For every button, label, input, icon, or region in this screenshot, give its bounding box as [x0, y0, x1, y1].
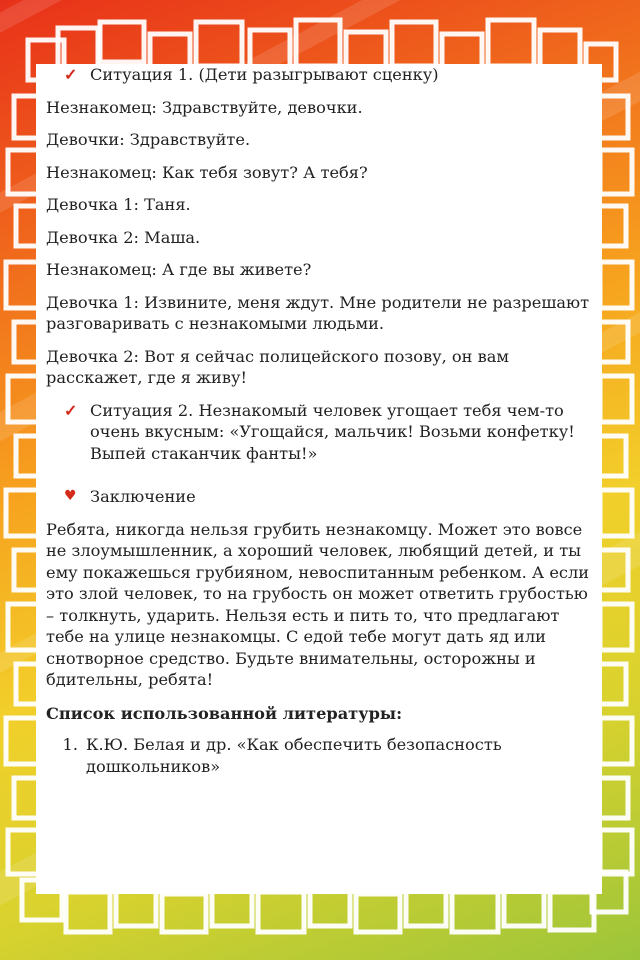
references-heading: Список использованной литературы:: [46, 703, 403, 723]
dialogue-line: Девочка 2: Вот я сейчас полицейского позову, он вам расскажет, где я живу!: [46, 346, 509, 387]
dialogue-line: Девочки: Здравствуйте.: [46, 130, 251, 149]
conclusion-text: Ребята, никогда нельзя грубить незнакомцу. Может это вовсе не злоумышленник, а хороший человек, любящий детей, и ты ему покажешься грубияном, невоспитанным ребенком. А если это злой человек, то на грубость он может ответить грубостью – толкнуть, ударить. Нельзя есть и пить то, что предлагают тебе на улице незнакомцы. С едой тебе могут дать яд или снотворное средство. Будьте внимательны, осторожны и бдительны, ребята!: [46, 519, 590, 689]
reference-item: [46, 734, 594, 777]
check-icon: ✓: [64, 65, 78, 84]
dialogue-line: Девочка 2: Маша.: [46, 227, 201, 247]
situation2-line: [46, 400, 594, 465]
dialogue-line: Незнакомец: Здравствуйте, девочки.: [46, 97, 363, 117]
reference-text: К.Ю. Белая и др. «Как обеспечить безопасность дошкольников»: [86, 735, 502, 776]
heart-icon: ♥: [64, 488, 77, 504]
situation2-text: Ситуация 2. Незнакомый человек угощает тебя чем-то очень вкусным: «Угощайся, мальчик! Возьми конфетку! Выпей стаканчик фанты!»: [90, 400, 575, 463]
document-body: [46, 64, 594, 777]
dialogue-line: Незнакомец: Как тебя зовут? А тебя?: [46, 162, 368, 182]
reference-number: 1.: [62, 735, 78, 754]
situation1-heading-line: [46, 64, 594, 86]
check-icon: ✓: [64, 400, 78, 420]
dialogue-line: Девочка 1: Извините, меня ждут. Мне родители не разрешают разговаривать с незнакомыми людьми.: [46, 292, 590, 333]
conclusion-heading-line: [46, 486, 594, 508]
conclusion-heading: Заключение: [90, 487, 196, 506]
situation1-heading: Ситуация 1. (Дети разыгрывают сценку): [90, 65, 439, 84]
dialogue-line: Незнакомец: А где вы живете?: [46, 260, 312, 279]
dialogue-line: Девочка 1: Таня.: [46, 195, 191, 214]
